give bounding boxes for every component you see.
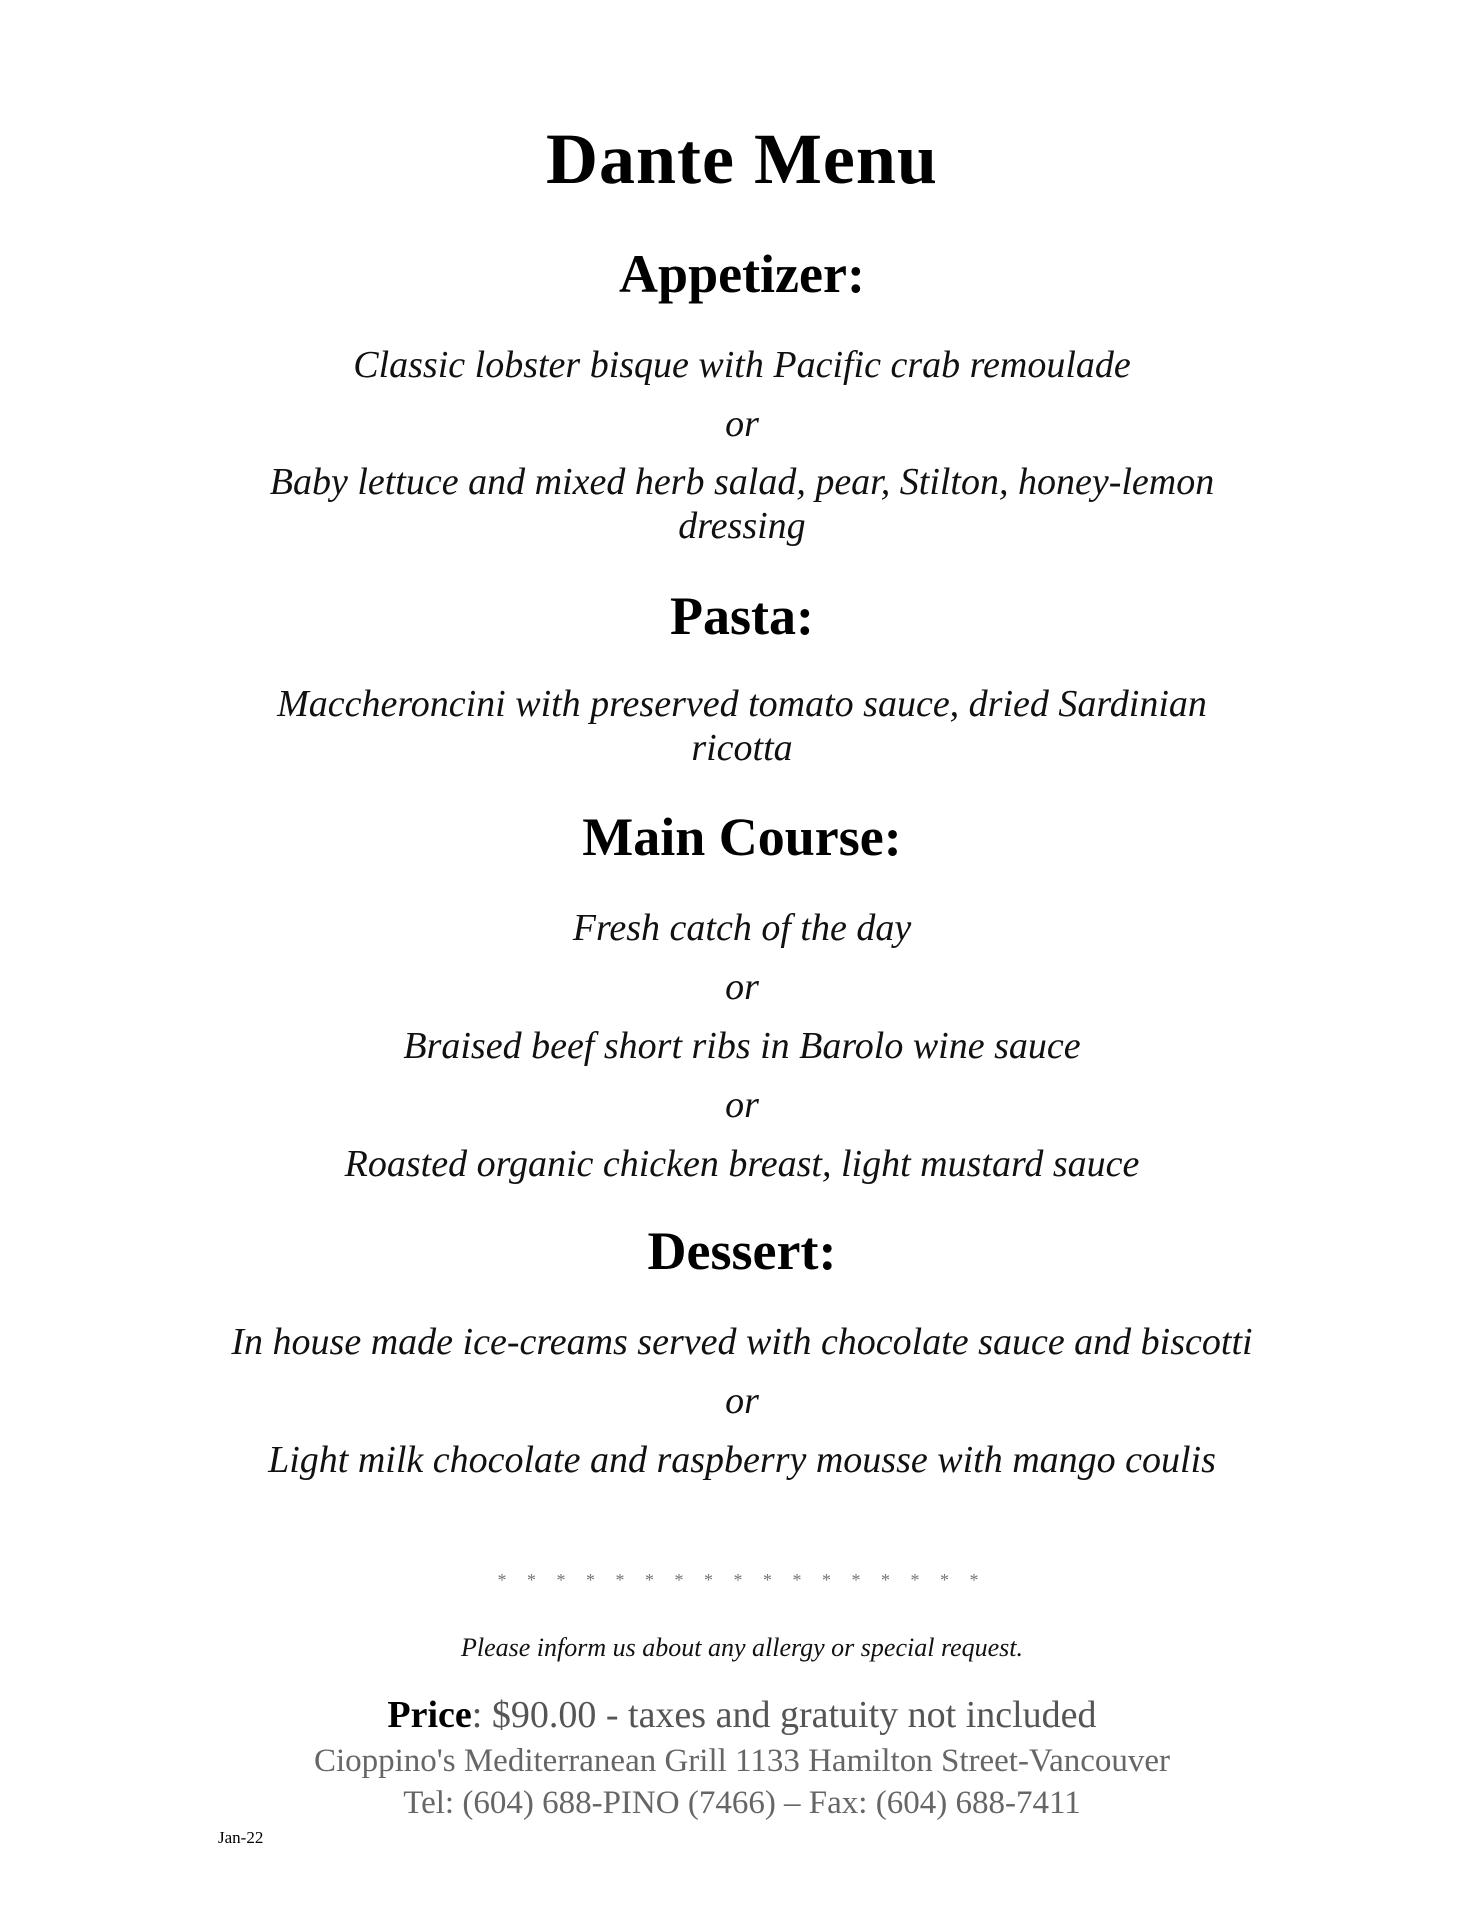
decorative-star-divider: * * * * * * * * * * * * * * * * *	[497, 1570, 987, 1590]
pasta-option-1: Maccheroncini with preserved tomato sauce, dried Sardinian ricotta	[277, 683, 1207, 769]
main-course-or-separator-1: or	[725, 966, 759, 1008]
main-course-option-1: Fresh catch of the day	[572, 907, 912, 949]
appetizer-option-2: Baby lettuce and mixed herb salad, pear, Stilton, honey-lemon dressing	[269, 461, 1215, 547]
allergy-note: Please inform us about any allergy or special request.	[460, 1633, 1024, 1662]
appetizer-option-1: Classic lobster bisque with Pacific crab remoulade	[353, 344, 1131, 386]
price-label: Price	[387, 1694, 472, 1736]
dessert-heading: Dessert:	[647, 1221, 837, 1281]
appetizer-heading: Appetizer:	[619, 244, 865, 304]
main-course-option-2: Braised beef short ribs in Barolo wine sauce	[403, 1025, 1081, 1067]
price-line	[0, 1693, 1484, 1737]
main-course-heading: Main Course:	[582, 807, 902, 867]
dessert-or-separator: or	[725, 1380, 759, 1422]
dessert-option-1: In house made ice-creams served with chocolate sauce and biscotti	[231, 1321, 1253, 1363]
price-text: : $90.00 - taxes and gratuity not included	[471, 1694, 1097, 1736]
dessert-option-2: Light milk chocolate and raspberry mousse with mango coulis	[268, 1439, 1216, 1481]
main-course-option-3: Roasted organic chicken breast, light mustard sauce	[344, 1143, 1140, 1185]
main-course-or-separator-2: or	[725, 1084, 759, 1126]
restaurant-phone: Tel: (604) 688-PINO (7466) – Fax: (604) 688-7411	[403, 1785, 1081, 1821]
restaurant-address: Cioppino's Mediterranean Grill 1133 Hamilton Street-Vancouver	[313, 1743, 1171, 1779]
menu-date: Jan-22	[218, 1828, 264, 1847]
appetizer-or-separator: or	[725, 403, 759, 445]
menu-title: Dante Menu	[546, 119, 938, 199]
pasta-heading: Pasta:	[670, 586, 814, 646]
